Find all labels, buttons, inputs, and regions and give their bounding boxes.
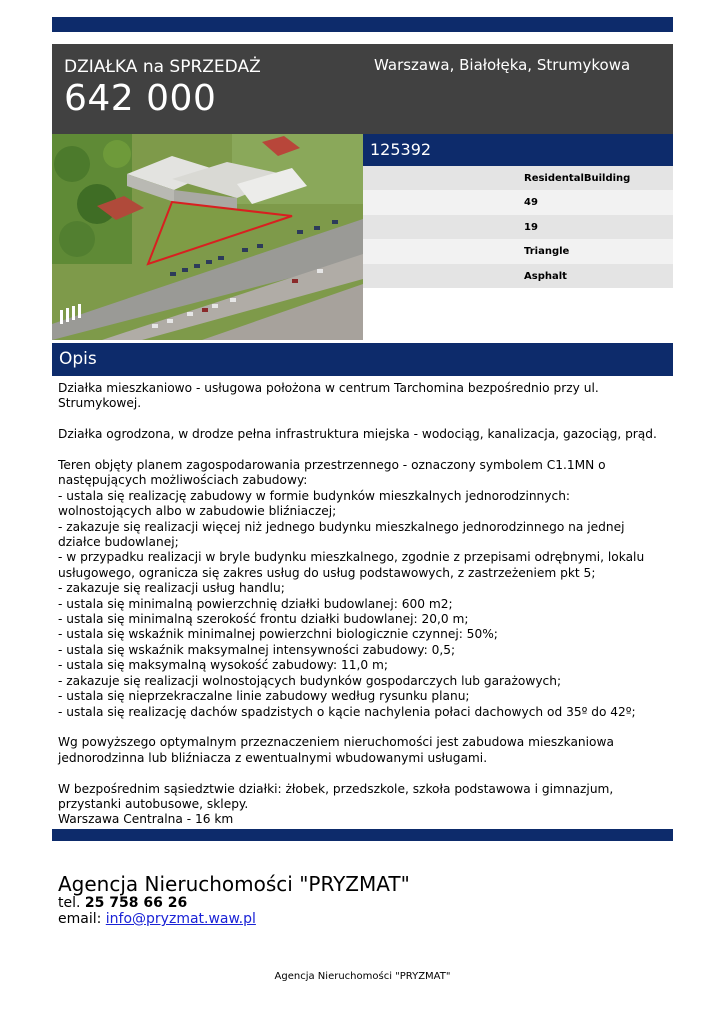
page-footer: Agencja Nieruchomości "PRYZMAT" [274,971,451,982]
description-line: działce budowlanej; [58,535,179,550]
description-line: W bezpośrednim sąsiedztwie działki: żłobek, przedszkole, szkoła podstawowa i gimnazjum, [58,781,614,796]
property-value: 19 [524,221,538,233]
description-paragraph [58,458,670,720]
description-line: - zakazuje się realizacji wolnostojących budynków gospodarczych lub garażowych; [58,673,562,688]
description-header [52,343,673,376]
property-row [363,239,673,263]
description-line: jednorodzinna lub bliźniacza z ewentualnymi wbudowanymi usługami. [58,750,488,765]
description-line: przystanki autobusowe, sklepy. [58,796,249,811]
property-value: ResidentalBuilding [524,173,631,184]
description-line: - zakazuje się realizacji usług handlu; [58,581,285,596]
listing-header [52,44,673,134]
listing-id-bar [363,134,673,166]
description-line: - ustala się minimalną powierzchnię działki budowlanej: 600 m2; [58,596,453,611]
description-paragraph [58,381,670,412]
listing-id: 125392 [370,140,432,159]
property-row [363,190,673,214]
property-value: Asphalt [524,270,567,282]
description-line: Strumykowej. [58,396,142,411]
property-row [363,166,673,190]
property-table [363,166,673,288]
description-body [58,381,670,828]
phone-label: tel. [58,895,81,911]
description-line: - ustala się wskaźnik minimalnej powierzchni biologicznie czynnej: 50%; [58,627,498,642]
description-paragraph [58,782,670,828]
description-line: - ustala się realizację dachów spadzistych o kącie nachylenia połaci dachowych od 35º do 42º; [58,704,636,719]
description-line: następujących możliwościach zabudowy: [58,473,308,488]
description-line: - ustala się wskaźnik maksymalnej intensywności zabudowy: 0,5; [58,642,456,657]
property-value: Triangle [524,246,570,258]
top-stripe [52,17,673,32]
description-title: Opis [59,349,97,369]
price: 642 000 [64,78,217,119]
property-row [363,264,673,288]
aerial-photo [52,134,363,340]
description-line: Warszawa Centralna - 16 km [58,812,234,827]
description-line: Wg powyższego optymalnym przeznaczeniem nieruchomości jest zabudowa mieszkaniowa [58,735,614,750]
description-line: - ustala się realizację zabudowy w formie budynków mieszkalnych jednorodzinnych: [58,488,571,503]
phone-number: 25 758 66 26 [84,895,188,911]
description-line: - ustala się nieprzekraczalne linie zabudowy według rysunku planu; [58,689,470,704]
description-line: wolnostojących albo w zabudowie bliźniaczej; [58,504,337,519]
description-line: - zakazuje się realizacji więcej niż jednego budynku mieszkalnego jednorodzinnego na jednej [58,519,625,534]
description-line: Działka mieszkaniowo - usługowa położona w centrum Tarchomina bezpośrednio przy ul. [58,381,599,395]
description-line: - w przypadku realizacji w bryle budynku mieszkalnego, zgodnie z przepisami odrębnymi, lokalu [58,550,645,565]
description-paragraph [58,735,670,766]
property-row [363,215,673,239]
bottom-stripe [52,829,673,841]
description-line: - ustala się maksymalną wysokość zabudowy: 11,0 m; [58,658,388,673]
phone-line [58,895,187,911]
description-line: - ustala się minimalną szerokość frontu działki budowlanej: 20,0 m; [58,612,469,627]
description-line: Teren objęty planem zagospodarowania przestrzennego - oznaczony symbolem C1.1MN o [58,458,606,472]
email-line [58,911,256,927]
email-link[interactable]: info@pryzmat.waw.pl [105,911,256,927]
agency-name: Agencja Nieruchomości "PRYZMAT" [58,872,410,896]
description-line: Działka ogrodzona, w drodze pełna infrastruktura miejska - wodociąg, kanalizacja, gazociąg, prąd. [58,427,657,442]
description-paragraph [58,427,670,442]
description-line: usługowego, ogranicza się zakres usług do usług podstawowych, z zastrzeżeniem pkt 5; [58,565,596,580]
email-label: email: [58,911,102,927]
location: Warszawa, Białołęka, Strumykowa [374,56,631,74]
property-value: 49 [524,197,538,209]
offer-type: DZIAŁKA na SPRZEDAŻ [64,57,261,77]
